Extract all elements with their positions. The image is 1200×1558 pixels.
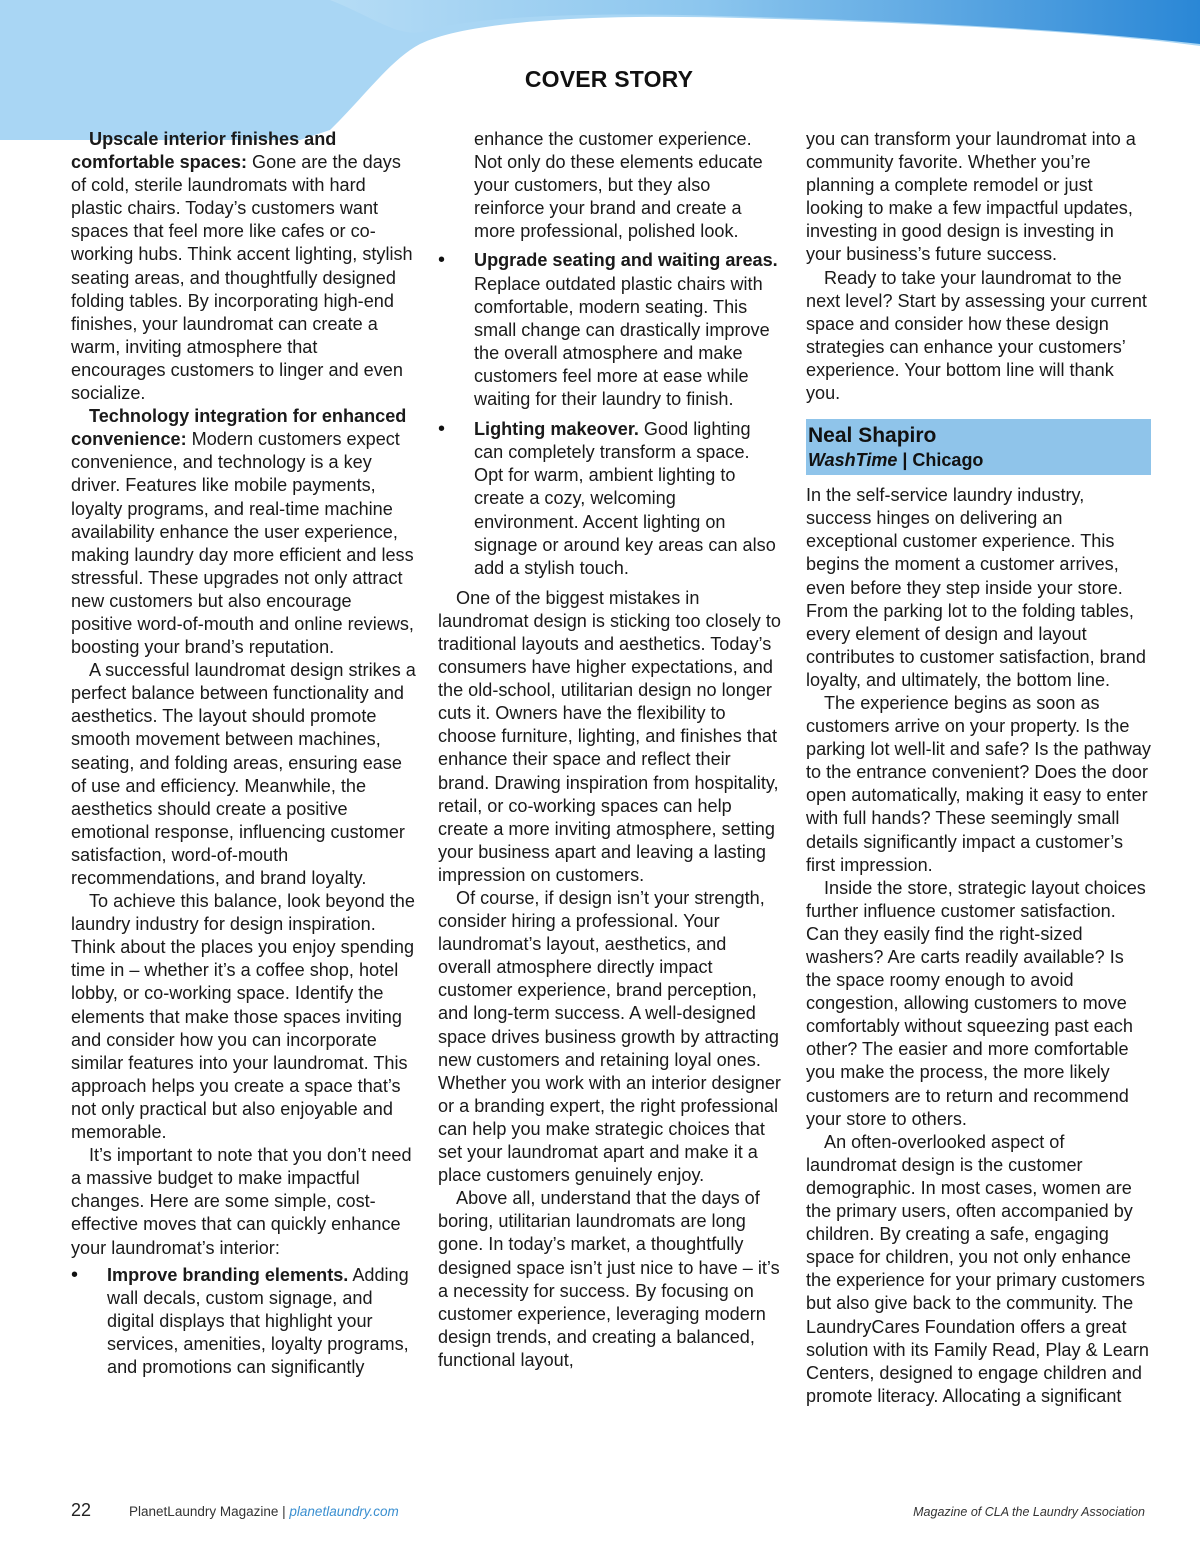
magazine-link[interactable]: planetlaundry.com xyxy=(289,1504,399,1519)
paragraph: Of course, if design isn’t your strength, consider hiring a professional. Your laundromat’s layout, aesthetics, and overall atmosphere directly impact customer experience, brand perception, and long-term success. A well-designed space drives business growth by attracting new customers and retaining loyal ones. Whether you work with an interior designer or a branding expert, the right professional can help you make strategic choices that set your laundromat apart and make it a place customers genuinely enjoy. xyxy=(438,888,781,1186)
paragraph: It’s important to note that you don’t need a massive budget to make impactful changes. Here are some simple, cost-effective moves that can quickly enhance your laundromat’s interior: xyxy=(71,1145,412,1258)
paragraph: A successful laundromat design strikes a perfect balance between functionality and aesthetics. The layout should promote smooth movement between machines, seating, and folding areas, ensuring ease of use and efficiency. Meanwhile, the aesthetics should create a positive emotional response, influencing customer satisfaction, word-of-mouth recommendations, and brand loyalty. xyxy=(71,660,416,888)
tips-list xyxy=(438,249,783,579)
magazine-name: PlanetLaundry Magazine xyxy=(129,1504,279,1519)
article-column-3 xyxy=(806,128,1151,1408)
tips-list xyxy=(71,1264,416,1379)
paragraph xyxy=(71,405,416,659)
paragraph: One of the biggest mistakes in laundromat design is sticking too closely to traditional layouts and aesthetics. Today’s consumers have higher expectations, and the old-school, utilitarian design no longer cuts it. Owners have the flexibility to choose furniture, lighting, and finishes that enhance their space and reflect their brand. Drawing inspiration from hospitality, retail, or co-working spaces can help create a more inviting atmosphere, setting your business apart and leaving a lasting impression on customers. xyxy=(438,587,781,885)
article-column-1 xyxy=(71,128,416,1385)
byline-separator: | xyxy=(897,450,913,471)
paragraph: The experience begins as soon as customers arrive on your property. Is the parking lot well-lit and safe? Is the pathway to the entrance convenient? Does the door open automatically, making it easy to enter with full hands? These seemingly small details significantly impact a customer’s first impression. xyxy=(806,692,1151,875)
paragraph: Ready to take your laundromat to the next level? Start by assessing your current space and consider how these design strategies can enhance your customers’ experience. Your bottom line will thank you. xyxy=(806,267,1147,404)
list-item-text: Replace outdated plastic chairs with comfortable, modern seating. This small change can drastically improve the overall atmosphere and make customers feel more at ease while waiting for their laundry to finish. xyxy=(474,273,770,410)
author-byline xyxy=(806,419,1151,475)
list-item-heading: Lighting makeover. xyxy=(474,419,639,440)
author-city: Chicago xyxy=(912,450,984,471)
list-item-text: Good lighting can completely transform a space. Opt for warm, ambient lighting to create a cozy, welcoming environment. Accent lighting on signage or around key areas can also add a stylish touch. xyxy=(474,419,776,578)
paragraph: Above all, understand that the days of boring, utilitarian laundromats are long gone. In today’s market, a thoughtfully designed space isn’t just nice to have – it’s a necessity for success. By focusing on customer experience, leveraging modern design trends, and creating a balanced, functional layout, xyxy=(438,1188,780,1370)
page-number: 22 xyxy=(71,1500,92,1520)
list-item xyxy=(438,249,783,411)
author-affiliation xyxy=(808,449,1151,471)
list-item-text: Adding wall decals, custom signage, and digital displays that highlight your services, amenities, loyalty programs, and promotions can significantly xyxy=(107,1264,409,1377)
paragraph: An often-overlooked aspect of laundromat design is the customer demographic. In most cases, women are the primary users, often accompanied by children. By creating a safe, engaging space for children, you not only enhance the experience for your primary customers but also give back to the community. The LaundryCares Foundation offers a great solution with its Family Read, Play & Learn Centers, designed to engage children and promote literacy. Allocating a significant xyxy=(806,1131,1149,1406)
list-item xyxy=(71,1264,416,1379)
author-name: Neal Shapiro xyxy=(808,424,937,448)
list-item-continuation: enhance the customer experience. Not only do these elements educate your customers, but they also reinforce your brand and create a more professional, polished look. xyxy=(474,129,763,242)
list-item xyxy=(438,418,783,580)
page-footer-left xyxy=(71,1500,399,1521)
paragraph-heading: Technology integration for enhanced convenience: xyxy=(71,406,407,450)
paragraph: In the self-service laundry industry, success hinges on delivering an exceptional customer experience. This begins the moment a customer arrives, even before they step inside your store. From the parking lot to the folding tables, every element of design and layout contributes to customer satisfaction, brand loyalty, and ultimately, the bottom line. xyxy=(806,485,1146,690)
section-label: COVER STORY xyxy=(524,66,694,92)
paragraph: Inside the store, strategic layout choices further influence customer satisfaction. Can they easily find the right-sized washers? Are carts readily available? Is the space roomy enough to avoid congestion, allowing customers to move comfortably without squeezing past each other? The easier and more comfortable you make the process, the more likely customers are to return and recommend your store to others. xyxy=(806,877,1146,1129)
list-item-heading: Upgrade seating and waiting areas. xyxy=(474,250,778,271)
footer-tagline: Magazine of CLA the Laundry Association xyxy=(913,1505,1145,1519)
list-item-heading: Improve branding elements. xyxy=(107,1264,349,1285)
paragraph xyxy=(71,128,416,405)
author-company: WashTime xyxy=(808,450,898,471)
footer-separator: | xyxy=(278,1504,290,1519)
paragraph-text: Modern customers expect convenience, and technology is a key driver. Features like mobile payments, loyalty programs, and real-time machine availability enhance the user experience, making laundry day more efficient and less stressful. These upgrades not only attract new customers but also encourage positive word-of-mouth and online reviews, boosting your brand’s reputation. xyxy=(71,429,414,658)
paragraph: To achieve this balance, look beyond the laundry industry for design inspiration. Think about the places you enjoy spending time in – whether it’s a coffee shop, hotel lobby, or co-working space. Identify the elements that make those spaces inviting and consider how you can incorporate similar features into your laundromat. This approach helps you create a space that’s not only practical but also enjoyable and memorable. xyxy=(71,891,415,1143)
paragraph: you can transform your laundromat into a community favorite. Whether you’re planning a complete remodel or just looking to make a few impactful updates, investing in good design is investing in your business’s future success. xyxy=(806,129,1136,265)
article-column-2 xyxy=(438,128,783,1372)
paragraph-heading: Upscale interior finishes and comfortable spaces: xyxy=(71,129,337,173)
paragraph-text: Gone are the days of cold, sterile laundromats with hard plastic chairs. Today’s customers want spaces that feel more like cafes or co-working hubs. Think accent lighting, stylish seating areas, and thoughtfully designed folding tables. By incorporating high-end finishes, your laundromat can create a warm, inviting atmosphere that encourages customers to linger and even socialize. xyxy=(71,152,413,404)
